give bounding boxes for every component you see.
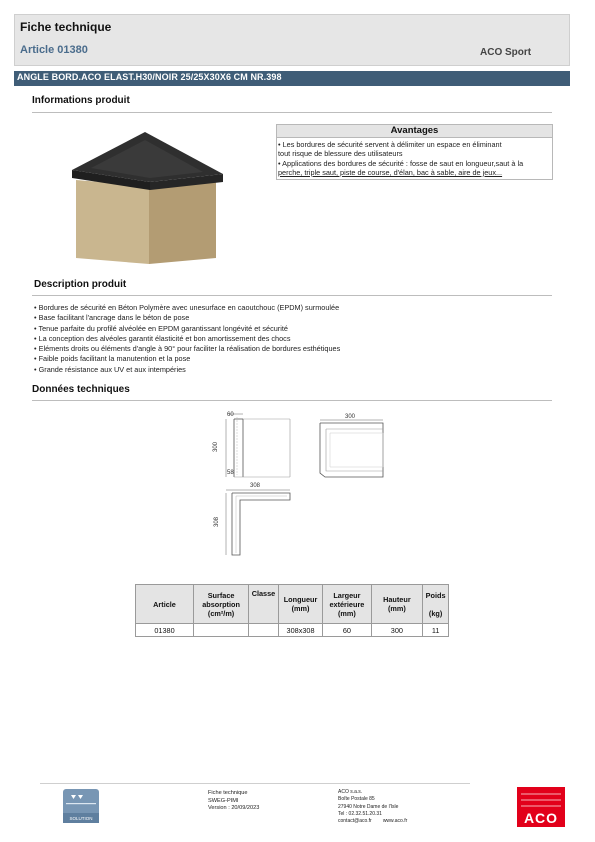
brand-subtitle: ACO Sport: [480, 47, 532, 58]
col-header-longueur: Longueur (mm): [278, 585, 322, 624]
footer-line: contact@aco.fr www.aco.fr: [338, 818, 408, 825]
dim-label: 58: [227, 470, 234, 476]
advantages-line: • Applications des bordures de sécurité : fosse de saut en longueur,saut à la: [278, 158, 524, 168]
article-number: Article 01380: [20, 44, 88, 56]
footer-doc-info: [208, 790, 259, 813]
footer-line: ACO s.a.s.: [338, 789, 363, 795]
spec-table: [135, 584, 449, 637]
dim-label: 308: [250, 483, 261, 489]
description-item: • Base facilitant l'ancrage dans le béton de pose: [34, 313, 190, 323]
section-heading-info: Informations produit: [32, 95, 130, 106]
cell-surface: [194, 624, 249, 637]
cell-hauteur: 300: [371, 624, 423, 637]
footer-line: Version : 20/09/2023: [208, 805, 260, 812]
footer-divider: [40, 783, 470, 784]
footer-line: Tel : 02.32.51.20.31: [338, 810, 382, 817]
section-divider: [32, 295, 552, 296]
description-list: [34, 303, 554, 375]
aco-logo-text: ACO: [523, 810, 559, 826]
col-header-article: Article: [136, 585, 194, 624]
table-row: [136, 624, 449, 637]
dim-label: 300: [345, 414, 356, 420]
logo-text: SOLUTION: [69, 816, 93, 821]
description-item: • Eléments droits ou éléments d'angle à 90° pour faciliter la réalisation de bordures esthétiques: [34, 344, 341, 354]
advantages-text: [278, 140, 552, 177]
section-heading-tech: Données techniques: [32, 384, 130, 395]
advantages-line: • Les bordures de sécurité servent à délimiter un espace en éliminant: [278, 140, 502, 149]
aco-logo: [517, 787, 565, 827]
cell-longueur: 308x308: [278, 624, 322, 637]
dim-label: 60: [227, 412, 234, 418]
footer-line: 27940 Notre Dame de l'Isle: [338, 803, 399, 810]
document-title: Fiche technique: [20, 20, 112, 34]
cell-classe: [249, 624, 279, 637]
solution-logo: [63, 789, 99, 823]
col-header-largeur: Largeur extérieure (mm): [323, 585, 371, 624]
col-header-classe: Classe: [249, 585, 279, 624]
footer-line: Fiche technique: [208, 790, 248, 796]
cell-article: 01380: [136, 624, 194, 637]
advantages-line: perche, triple saut, piste de course, d'élan, bac à sable, aire de jeux...: [278, 167, 503, 177]
footer-contact: [338, 789, 407, 825]
dim-label: 308: [214, 516, 220, 527]
section-heading-description: Description produit: [34, 279, 127, 290]
section-divider: [32, 400, 552, 401]
product-image: [68, 130, 228, 270]
technical-drawing: [205, 405, 390, 557]
description-item: • Bordures de sécurité en Béton Polymère avec unesurface en caoutchouc (EPDM) surmoulée: [34, 303, 340, 312]
product-title: ANGLE BORD.ACO ELAST.H30/NOIR 25/25X30X6 CM NR.398: [17, 72, 282, 82]
section-divider: [32, 112, 552, 113]
footer-line: Boîte Postale 85: [338, 796, 375, 803]
cell-poids: 11: [423, 624, 449, 637]
col-header-poids: Poids (kg): [423, 585, 449, 624]
footer-line: SWEG-PIMI: [208, 797, 239, 804]
dim-label: 300: [213, 441, 219, 452]
description-item: • La conception des alvéoles garantit élasticité et bon amortissement des chocs: [34, 333, 291, 343]
advantages-title: Avantages: [277, 125, 552, 138]
advantages-line: tout risque de blessure des utilisateurs: [278, 149, 403, 159]
col-header-hauteur: Hauteur (mm): [371, 585, 423, 624]
col-header-surface: Surface absorption (cm²/m): [194, 585, 249, 624]
cell-largeur: 60: [323, 624, 371, 637]
description-item: • Grande résistance aux UV et aux intempéries: [34, 364, 186, 374]
description-item: • Faible poids facilitant la manutention et la pose: [34, 354, 191, 364]
description-item: • Tenue parfaite du profilé alvéolée en EPDM garantissant longévité et sécurité: [34, 323, 288, 333]
